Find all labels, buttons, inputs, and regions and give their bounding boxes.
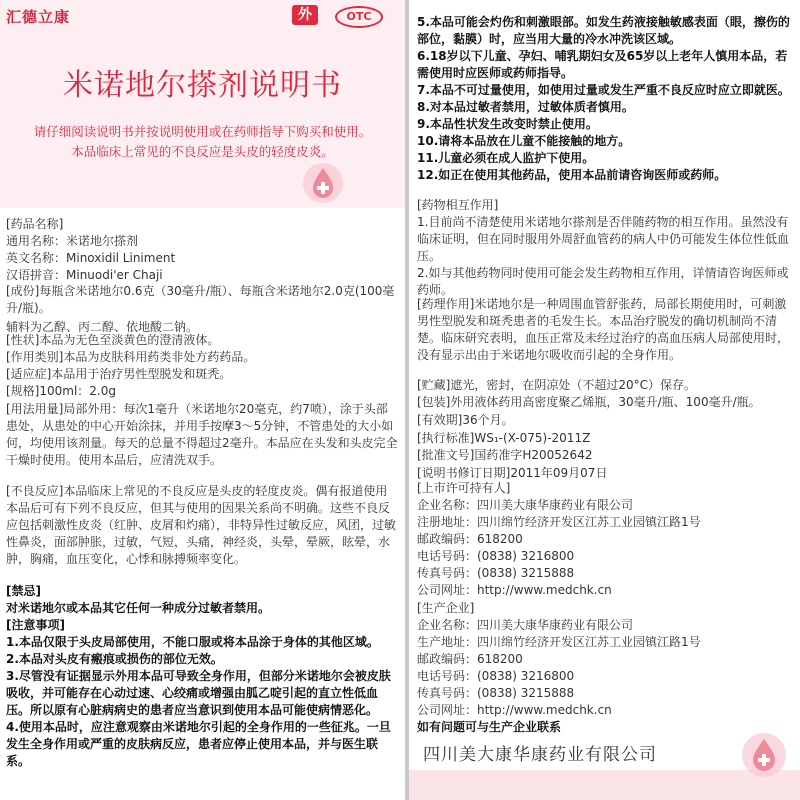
mah-section: [417, 480, 793, 599]
caution-continued: [417, 14, 793, 184]
package-text: [包装]外用液体药用高密度聚乙烯瓶，30毫升/瓶、100毫升/瓶。: [417, 395, 761, 409]
category-text: [作用类别]本品为皮肤科用药类非处方药药品。: [6, 350, 256, 364]
mah-heading: [上市许可持有人]: [417, 481, 511, 495]
interaction-item-1: 1.目前尚不清楚使用米诺地尔搽剂是否伴随药物的相互作用。虽然没有临床证明，但在同时服用外周舒血管药的病人中仍可能发生体位性低血压。: [417, 215, 790, 263]
mah-phone: 电话号码：(0838) 3216800: [417, 549, 575, 563]
composition-text: [成份]每瓶含米诺地尔0.6克（30毫升/瓶）、每瓶含米诺地尔2.0克(100毫升/瓶)。: [6, 284, 395, 315]
caution-item-9: 9.本品性状发生改变时禁止使用。: [417, 117, 598, 131]
adverse-section: [6, 483, 399, 568]
caution-item-11: 11.儿童必须在成人监护下使用。: [417, 151, 595, 165]
brand-logo: 汇德立康: [6, 8, 71, 26]
pharmacology-text: [药理作用]米诺地尔是一种周围血管舒张药，局部长期使用时，可刺激男性型脱发和斑秃患者的毛发生长。本品治疗脱发的确切机制尚不清楚。临床研究表明，血压正常及未经过治疗的高血压病人局部使用时，没有显示出由于米诺地尔吸收而引起的全身作用。: [417, 297, 790, 362]
pinyin-name: 汉语拼音：Minuodi'er Chaji: [6, 268, 163, 282]
drug-name-heading: [药品名称]: [6, 217, 64, 231]
caution-item-3: 3.尽管没有证据显示外用本品可导致全身作用，但部分米诺地尔会被皮肤吸收，并可能存在心动过速、心绞痛或增强由胍乙啶引起的直立性低血压。所以原有心脏病病史的患者应当意识到使用本品可能使病情恶化。: [6, 669, 391, 717]
caution-item-7: 7.本品不可过量使用，如使用过量或发生严重不良反应时应立即就医。: [417, 83, 790, 97]
mah-company: 企业名称：四川美大康华康药业有限公司: [417, 498, 634, 512]
revision-text: [说明书修订日期]2011年09月07日: [417, 466, 608, 480]
approval-section: [417, 447, 793, 464]
validity-section: [417, 412, 793, 429]
mah-fax: 传真号码：(0838) 3215888: [417, 566, 575, 580]
caution-item-6: 6.18岁以下儿童、孕妇、哺乳期妇女及65岁以上老年人慎用本品，若需使用时应医师或药师指导。: [417, 49, 788, 80]
mah-website: 公司网址：http://www.medchk.cn: [417, 583, 612, 597]
caution-item-1: 1.本品仅限于头皮局部使用，不能口服或将本品涂于身体的其他区域。: [6, 635, 379, 649]
manufacturer-section: [417, 600, 793, 736]
manufacturer-website: 公司网址：http://www.medchk.cn: [417, 703, 612, 717]
pharmacology-section: [417, 296, 793, 364]
category-section: [6, 349, 399, 366]
interaction-heading: [药物相互作用]: [417, 198, 499, 212]
spec-section: [6, 383, 399, 400]
caution-item-10: 10.请将本品放在儿童不能接触的地方。: [417, 134, 631, 148]
spec-text: [规格]100ml：2.0g: [6, 384, 116, 398]
manufacturer-heading: [生产企业]: [417, 601, 475, 615]
interaction-section: [417, 197, 793, 299]
right-column: [409, 0, 800, 800]
manufacturer-fax: 传真号码：(0838) 3215888: [417, 686, 575, 700]
caution-item-4: 4.使用本品时，应注意观察由米诺地尔引起的全身作用的一些征兆。一旦发生全身作用或严重的皮肤病反应，患者应停止使用本品，并与医生联系。: [6, 720, 391, 768]
manufacturer-phone: 电话号码：(0838) 3216800: [417, 669, 575, 683]
indication-section: [6, 366, 399, 383]
generic-name: 通用名称：米诺地尔搽剂: [6, 234, 139, 248]
approval-text: [批准文号]国药准字H20052642: [417, 448, 593, 462]
adverse-text: [不良反应]本品临床上常见的不良反应是头皮的轻度皮炎。偶有报道使用本品后可有下列不良反应，但其与使用的因果关系尚不明确。这些不良反应包括刺激性皮炎（红肿、皮屑和灼痛），非特异性过敏反应，风团，过敏性鼻炎，面部肿胀，过敏，气短，头痛，神经炎，头晕，晕厥，眩晕，水肿，胸痛，血压变化，心悸和脉搏频率变化。: [6, 484, 397, 566]
usage-section: [6, 401, 399, 469]
caution-item-5: 5.本品可能会灼伤和刺激眼部。如发生药液接触敏感表面（眼，擦伤的部位，黏膜）时，应当用大量的冷水冲洗该区域。: [417, 15, 790, 46]
caution-item-2: 2.本品对头皮有瘢痕或损伤的部位无效。: [6, 652, 223, 666]
footer-company-name: 四川美大康华康药业有限公司: [423, 745, 657, 765]
storage-section: [417, 377, 793, 394]
indication-text: [适应症]本品用于治疗男性型脱发和斑秃。: [6, 367, 232, 381]
contraindication-heading: [禁忌]: [6, 584, 41, 598]
contact-note: 如有问题可与生产企业联系: [417, 720, 562, 734]
composition-section: [6, 283, 399, 336]
storage-text: [贮藏]遮光，密封，在阴凉处（不超过20°C）保存。: [417, 378, 697, 392]
mah-address: 注册地址：四川绵竹经济开发区江苏工业园镇江路1号: [417, 515, 701, 529]
validity-text: [有效期]36个月。: [417, 413, 514, 427]
contraindication-section: [6, 583, 399, 617]
otc-badge: OTC: [335, 6, 383, 28]
excipients-text: 辅料为乙醇、丙二醇、依地酸二钠。: [6, 320, 199, 334]
appearance-section: [6, 332, 399, 349]
contraindication-text: 对米诺地尔或本品其它任何一种成分过敏者禁用。: [6, 601, 271, 615]
caution-heading: [注意事项]: [6, 618, 65, 632]
mah-zip: 邮政编码：618200: [417, 532, 523, 546]
droplet-logo-icon: [739, 730, 789, 780]
interaction-item-2: 2.如与其他药物同时使用可能会发生药物相互作用，详情请咨询医师或药师。: [417, 266, 789, 297]
manufacturer-zip: 邮政编码：618200: [417, 652, 523, 666]
manufacturer-company: 企业名称：四川美大康华康药业有限公司: [417, 618, 634, 632]
caution-item-8: 8.对本品过敏者禁用，过敏体质者慎用。: [417, 100, 634, 114]
drug-name-section: [6, 216, 399, 284]
notice-line-2: 本品临床上常见的不良反应是头皮的轻度皮炎。: [71, 144, 334, 159]
package-section: [417, 394, 793, 411]
manufacturer-address: 生产地址：四川绵竹经济开发区江苏工业园镇江路1号: [417, 635, 701, 649]
notice-line-1: 请仔细阅读说明书并按说明使用或在药师指导下购买和使用。: [33, 124, 372, 139]
appearance-text: [性状]本品为无色至淡黄色的澄清液体。: [6, 333, 220, 347]
standard-text: [执行标准]WS₁-(X-075)-2011Z: [417, 431, 591, 445]
droplet-logo-icon: [300, 160, 346, 206]
caution-section: [6, 617, 399, 770]
standard-section: [417, 430, 793, 447]
page-title: 米诺地尔搽剂说明书: [63, 68, 342, 103]
caution-item-12: 12.如正在使用其他药品，使用本品前请咨询医师或药师。: [417, 168, 727, 182]
english-name: 英文名称：Minoxidil Liniment: [6, 251, 176, 265]
usage-text: [用法用量]局部外用：每次1毫升（米诺地尔20毫克，约7喷），涂于头部患处，从患处的中心开始涂抹，并用手按摩3～5分钟，不管患处的大小如何，均使用该剂量。每天的总量不得超过2毫升。本品应在头发和头皮完全干燥时使用。使用本品后，应清洗双手。: [6, 402, 398, 467]
external-use-badge: 外: [292, 5, 318, 25]
